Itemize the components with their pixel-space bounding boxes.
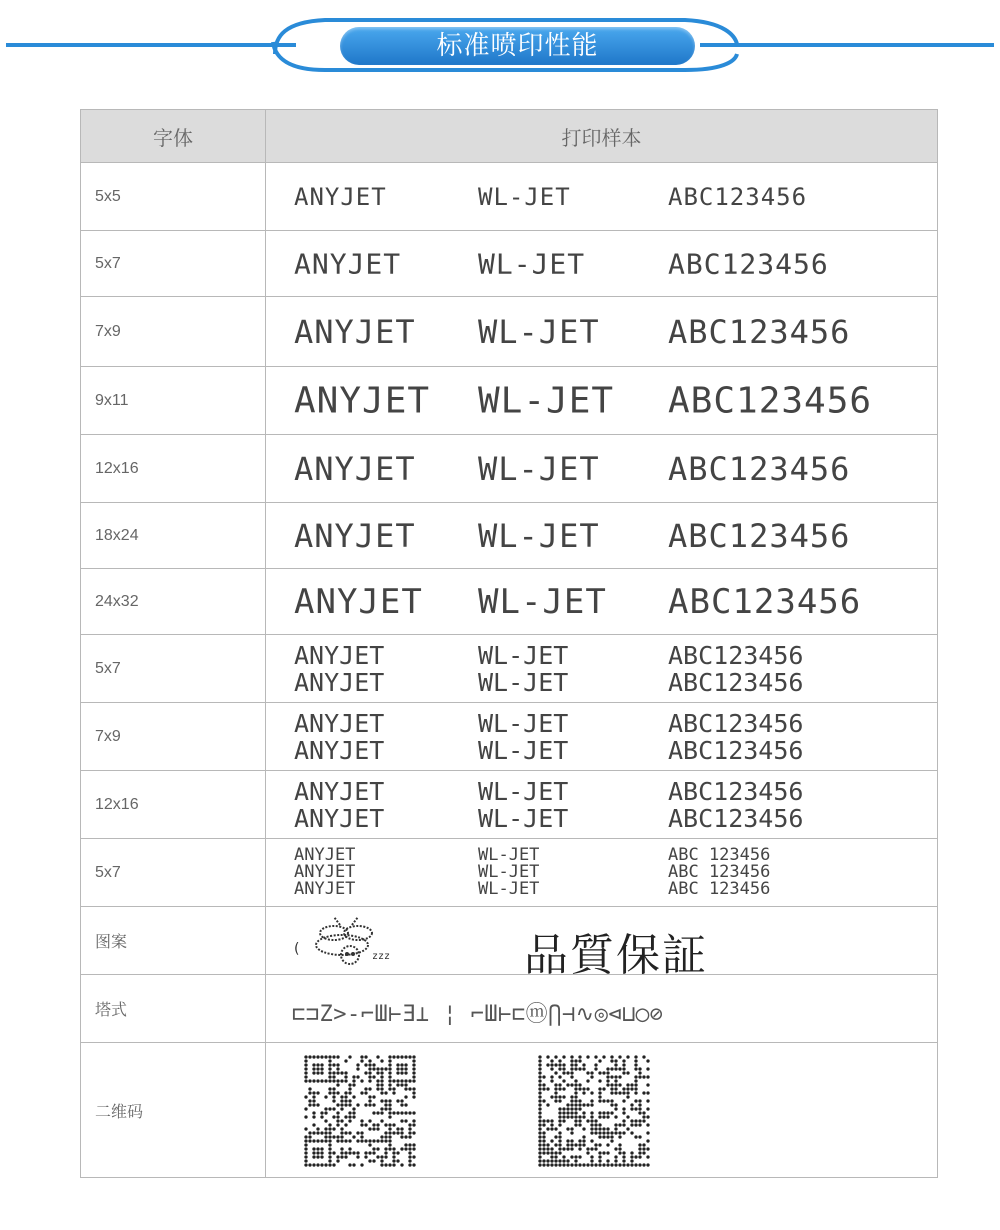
sample-text: ABC123456: [668, 516, 851, 555]
font-label: 二维码: [81, 1043, 266, 1178]
sample-text: ANYJET: [294, 640, 385, 670]
sample-text: ABC123456: [668, 581, 862, 622]
sample-stack: [668, 703, 803, 770]
font-label: 5x7: [81, 635, 266, 703]
table-row-tower: [81, 975, 938, 1043]
sample-cell: [266, 435, 938, 503]
sample-cell: [266, 163, 938, 231]
table-row: [81, 297, 938, 367]
table-header-row: [81, 110, 938, 163]
font-label: 5x7: [81, 231, 266, 297]
sample-cell: [266, 771, 938, 839]
sample-stack: [668, 771, 803, 838]
sample-cell: [266, 839, 938, 907]
svg-text:zzz: zzz: [372, 951, 391, 962]
sample-text: ANYJET: [294, 879, 356, 899]
sample-cell: [266, 635, 938, 703]
sample-stack: [478, 635, 568, 702]
sample-text: ANYJET: [294, 708, 385, 738]
sample-stack: [478, 839, 539, 906]
sample-text: ABC123456: [668, 182, 808, 211]
font-label: 12x16: [81, 771, 266, 839]
table-row: [81, 503, 938, 569]
qr-code-image: [304, 1055, 416, 1167]
sample-cell: [266, 297, 938, 367]
sample-cell: [266, 231, 938, 297]
font-label: 5x5: [81, 163, 266, 231]
sample-text: WL-JET: [478, 449, 600, 488]
table-row: [81, 839, 938, 907]
sample-text: WL-JET: [478, 380, 615, 421]
header-font: 字体: [81, 110, 266, 163]
font-label: 12x16: [81, 435, 266, 503]
sample-cell: [266, 975, 938, 1043]
sample-stack: [478, 703, 568, 770]
sample-text: ANYJET: [294, 735, 385, 765]
sample-text: ANYJET: [294, 581, 423, 622]
print-spec-table: [80, 109, 938, 1178]
font-label: 24x32: [81, 569, 266, 635]
sample-cell: [266, 703, 938, 771]
banner-title: 标准喷印性能: [436, 31, 599, 61]
sample-text: ANYJET: [294, 380, 431, 421]
table-row: [81, 635, 938, 703]
sample-text: WL-JET: [478, 735, 569, 765]
sample-text: ABC123456: [668, 708, 804, 738]
sample-text: ANYJET: [294, 845, 356, 865]
sample-stack: [294, 703, 384, 770]
sample-text: WL-JET: [478, 640, 569, 670]
sample-text: WL-JET: [478, 667, 569, 697]
sample-text: ABC 123456: [668, 879, 771, 899]
sample-text: ANYJET: [294, 776, 385, 806]
sample-stack: [294, 635, 384, 702]
font-label: 7x9: [81, 297, 266, 367]
sample-text: ABC123456: [668, 735, 804, 765]
table-row-qrcode: [81, 1043, 938, 1178]
table-row: [81, 703, 938, 771]
sample-stack: [668, 839, 770, 906]
font-label: 塔式: [81, 975, 266, 1043]
sample-text: ANYJET: [294, 667, 385, 697]
table-row: [81, 435, 938, 503]
sample-stack: [294, 839, 355, 906]
font-label: 7x9: [81, 703, 266, 771]
table-row-pattern: [81, 907, 938, 975]
sample-text: ANYJET: [294, 516, 416, 555]
sample-text: ANYJET: [294, 247, 402, 280]
sample-text: WL-JET: [478, 516, 600, 555]
font-label: 图案: [81, 907, 266, 975]
sample-text: ABC123456: [668, 312, 851, 351]
sample-text: ANYJET: [294, 312, 416, 351]
sample-text: WL-JET: [478, 879, 540, 899]
datamatrix-code-image: [538, 1055, 650, 1167]
table-row: [81, 569, 938, 635]
font-label: 5x7: [81, 839, 266, 907]
font-label: 9x11: [81, 367, 266, 435]
sample-text: WL-JET: [478, 581, 607, 622]
sample-text: ABC 123456: [668, 845, 771, 865]
sample-text: ABC123456: [668, 449, 851, 488]
sample-cell: [266, 569, 938, 635]
sample-cell: [266, 367, 938, 435]
header-sample: 打印样本: [266, 110, 938, 163]
table-body: [81, 163, 938, 1178]
sample-text: WL-JET: [478, 312, 600, 351]
sample-text: WL-JET: [478, 845, 540, 865]
pattern-sample: 品質保証: [524, 930, 708, 981]
sample-text: ABC123456: [668, 380, 873, 421]
bee-icon: [294, 915, 404, 970]
table-row: [81, 367, 938, 435]
svg-text:(: (: [294, 941, 300, 957]
sample-text: ANYJET: [294, 862, 356, 882]
sample-text: WL-JET: [478, 247, 586, 280]
sample-stack: [478, 771, 568, 838]
sample-text: ABC123456: [668, 803, 804, 833]
sample-text: ANYJET: [294, 803, 385, 833]
table-row: [81, 231, 938, 297]
sample-text: WL-JET: [478, 182, 571, 211]
table-row: [81, 771, 938, 839]
sample-text: ANYJET: [294, 182, 387, 211]
table-row: [81, 163, 938, 231]
sample-text: ABC123456: [668, 247, 829, 280]
sample-text: ABC123456: [668, 667, 804, 697]
sample-text: ABC123456: [668, 776, 804, 806]
sample-text: WL-JET: [478, 803, 569, 833]
font-label: 18x24: [81, 503, 266, 569]
sample-text: ANYJET: [294, 449, 416, 488]
sample-text: ABC 123456: [668, 862, 771, 882]
sample-cell: [266, 907, 938, 981]
sample-stack: [668, 635, 803, 702]
sample-text: WL-JET: [478, 776, 569, 806]
tower-sample: ⊏⊐Z>-⌐Ш⊢Ǝ⊥ ¦ ⌐Ш⊢⊏ⓜ⋂⊣∿◎⊲⊔◯⊘: [292, 1002, 664, 1027]
sample-text: WL-JET: [478, 708, 569, 738]
sample-cell: [266, 1043, 938, 1178]
sample-stack: [294, 771, 384, 838]
sample-cell: [266, 503, 938, 569]
sample-text: ABC123456: [668, 640, 804, 670]
banner-left-rule: [6, 43, 296, 47]
sample-text: WL-JET: [478, 862, 540, 882]
